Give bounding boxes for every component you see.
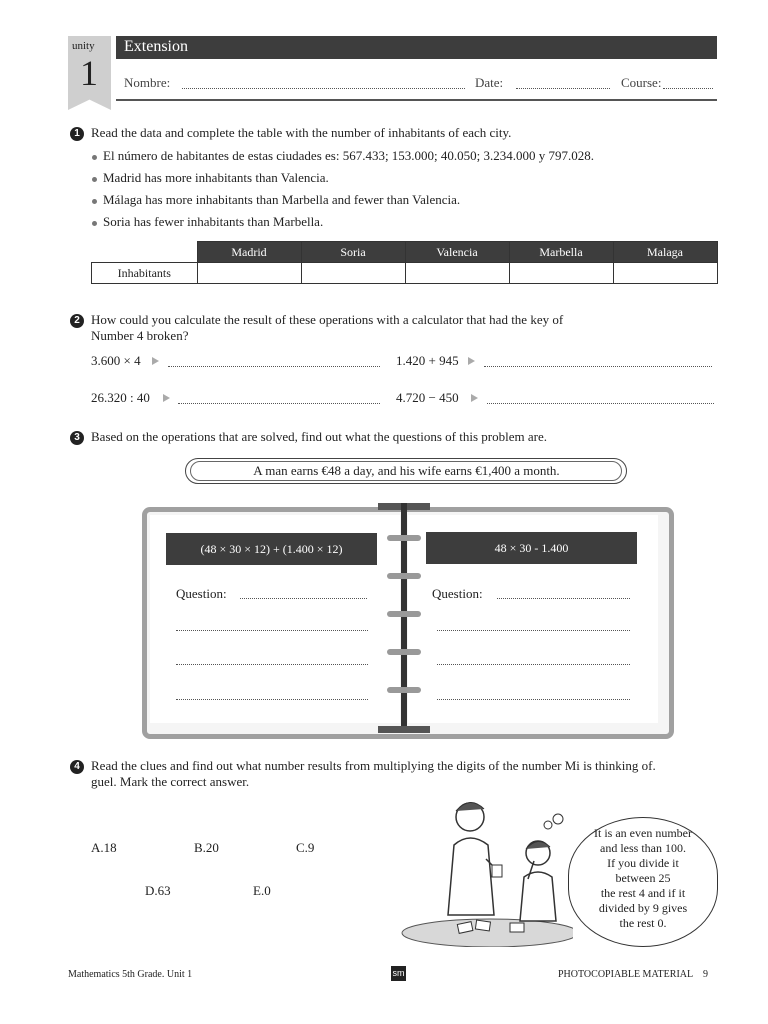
arrow-icon xyxy=(468,357,475,365)
column-header: Valencia xyxy=(405,242,509,263)
bullet-icon xyxy=(92,221,97,226)
ring-icon xyxy=(387,649,421,655)
ex2-prompt-line1: How could you calculate the result of these operations with a calculator that had the key of xyxy=(91,312,564,327)
name-label: Nombre: xyxy=(124,75,171,90)
date-field[interactable] xyxy=(516,88,610,89)
ring-icon xyxy=(387,573,421,579)
bubble-line: divided by 9 gives xyxy=(598,901,688,915)
question-line[interactable] xyxy=(240,598,367,599)
question-line[interactable] xyxy=(176,664,368,665)
bubble-line: the rest 0. xyxy=(619,916,667,930)
course-label: Course: xyxy=(621,75,662,90)
bubble-line: and less than 100. xyxy=(600,841,686,855)
column-header: Madrid xyxy=(197,242,301,263)
course-field[interactable] xyxy=(663,88,713,89)
answer-line[interactable] xyxy=(487,403,714,404)
ex2-prompt-line2: Number 4 broken? xyxy=(91,328,189,343)
operation-label: 4.720 − 450 xyxy=(396,390,459,405)
page-number: 9 xyxy=(703,969,708,980)
answer-line[interactable] xyxy=(178,403,380,404)
bubble-line: between 25 xyxy=(615,871,671,885)
question-line[interactable] xyxy=(176,630,368,631)
bullet-icon xyxy=(92,199,97,204)
table-header-row xyxy=(92,242,718,263)
question-line[interactable] xyxy=(176,699,368,700)
ex1-prompt: Read the data and complete the table with the number of inhabitants of each city. xyxy=(91,125,512,140)
column-header: Marbella xyxy=(509,242,613,263)
bubble-text xyxy=(580,826,706,931)
arrow-icon xyxy=(471,394,478,402)
footer-photocopiable: PHOTOCOPIABLE MATERIAL xyxy=(558,969,694,980)
question-label: Question: xyxy=(432,586,483,601)
unit-word: unity xyxy=(72,40,95,52)
row-label: Inhabitants xyxy=(92,263,198,284)
header-rule xyxy=(116,99,717,101)
table-corner xyxy=(92,242,198,263)
column-header: Soria xyxy=(301,242,405,263)
answer-line[interactable] xyxy=(484,366,712,367)
exercise-number-3: 3 xyxy=(70,431,84,445)
unit-number: 1 xyxy=(80,53,98,93)
operation-label: 26.320 : 40 xyxy=(91,390,150,405)
page-title: Extension xyxy=(124,38,188,55)
title-bar xyxy=(116,36,717,59)
table-cell-input[interactable] xyxy=(405,263,509,284)
exercise-number-1: 1 xyxy=(70,127,84,141)
ex4-prompt-line2: guel. Mark the correct answer. xyxy=(91,774,250,789)
sm-logo: sm xyxy=(391,966,406,981)
arrow-icon xyxy=(163,394,170,402)
question-line[interactable] xyxy=(437,630,630,631)
operation-label: 1.420 + 945 xyxy=(396,353,459,368)
ex4-prompt-line1: Read the clues and find out what number results from multiplying the digits of the number Mi is thinking of. xyxy=(91,758,656,773)
question-line[interactable] xyxy=(437,664,630,665)
column-header: Malaga xyxy=(613,242,717,263)
table-row xyxy=(92,263,718,284)
ex1-bullet: El número de habitantes de estas ciudades es: 567.433; 153.000; 40.050; 3.234.000 y 797.028. xyxy=(103,148,595,163)
answer-option[interactable]: B.20 xyxy=(194,840,219,855)
father-son-cards-illustration xyxy=(398,795,573,947)
notebook-spine-bottom xyxy=(378,726,430,733)
left-operation-box: (48 × 30 × 12) + (1.400 × 12) xyxy=(166,533,377,565)
ring-icon xyxy=(387,535,421,541)
bubble-line: the rest 4 and if it xyxy=(600,886,686,900)
answer-option[interactable]: C.9 xyxy=(296,840,315,855)
bullet-icon xyxy=(92,155,97,160)
inhabitants-table xyxy=(91,241,718,284)
exercise-number-2: 2 xyxy=(70,314,84,328)
exercise-number-4: 4 xyxy=(70,760,84,774)
answer-option[interactable]: E.0 xyxy=(253,883,271,898)
ex3-prompt: Based on the operations that are solved, find out what the questions of this problem are. xyxy=(91,429,547,444)
answer-line[interactable] xyxy=(168,366,380,367)
footer-subject: Mathematics 5th Grade. Unit 1 xyxy=(68,969,193,980)
date-label: Date: xyxy=(475,75,504,90)
arrow-icon xyxy=(152,357,159,365)
ring-icon xyxy=(387,611,421,617)
answer-option[interactable]: D.63 xyxy=(145,883,171,898)
table-cell-input[interactable] xyxy=(613,263,717,284)
ex1-bullet: Soria has fewer inhabitants than Marbella. xyxy=(103,214,324,229)
ring-icon xyxy=(387,687,421,693)
ex1-bullet: Málaga has more inhabitants than Marbella and fewer than Valencia. xyxy=(103,192,461,207)
question-line[interactable] xyxy=(437,699,630,700)
table-cell-input[interactable] xyxy=(509,263,613,284)
operation-label: 3.600 × 4 xyxy=(91,353,141,368)
banner-text: A man earns €48 a day, and his wife earns €1,400 a month. xyxy=(253,463,560,478)
ex1-bullet: Madrid has more inhabitants than Valencia. xyxy=(103,170,329,185)
bullet-icon xyxy=(92,177,97,182)
question-label: Question: xyxy=(176,586,227,601)
bubble-line: If you divide it xyxy=(607,856,679,870)
question-line[interactable] xyxy=(497,598,630,599)
name-field[interactable] xyxy=(182,88,465,89)
bubble-line: It is an even number xyxy=(594,826,692,840)
table-cell-input[interactable] xyxy=(301,263,405,284)
table-cell-input[interactable] xyxy=(197,263,301,284)
answer-option[interactable]: A.18 xyxy=(91,840,117,855)
right-operation-box: 48 × 30 - 1.400 xyxy=(426,532,637,564)
